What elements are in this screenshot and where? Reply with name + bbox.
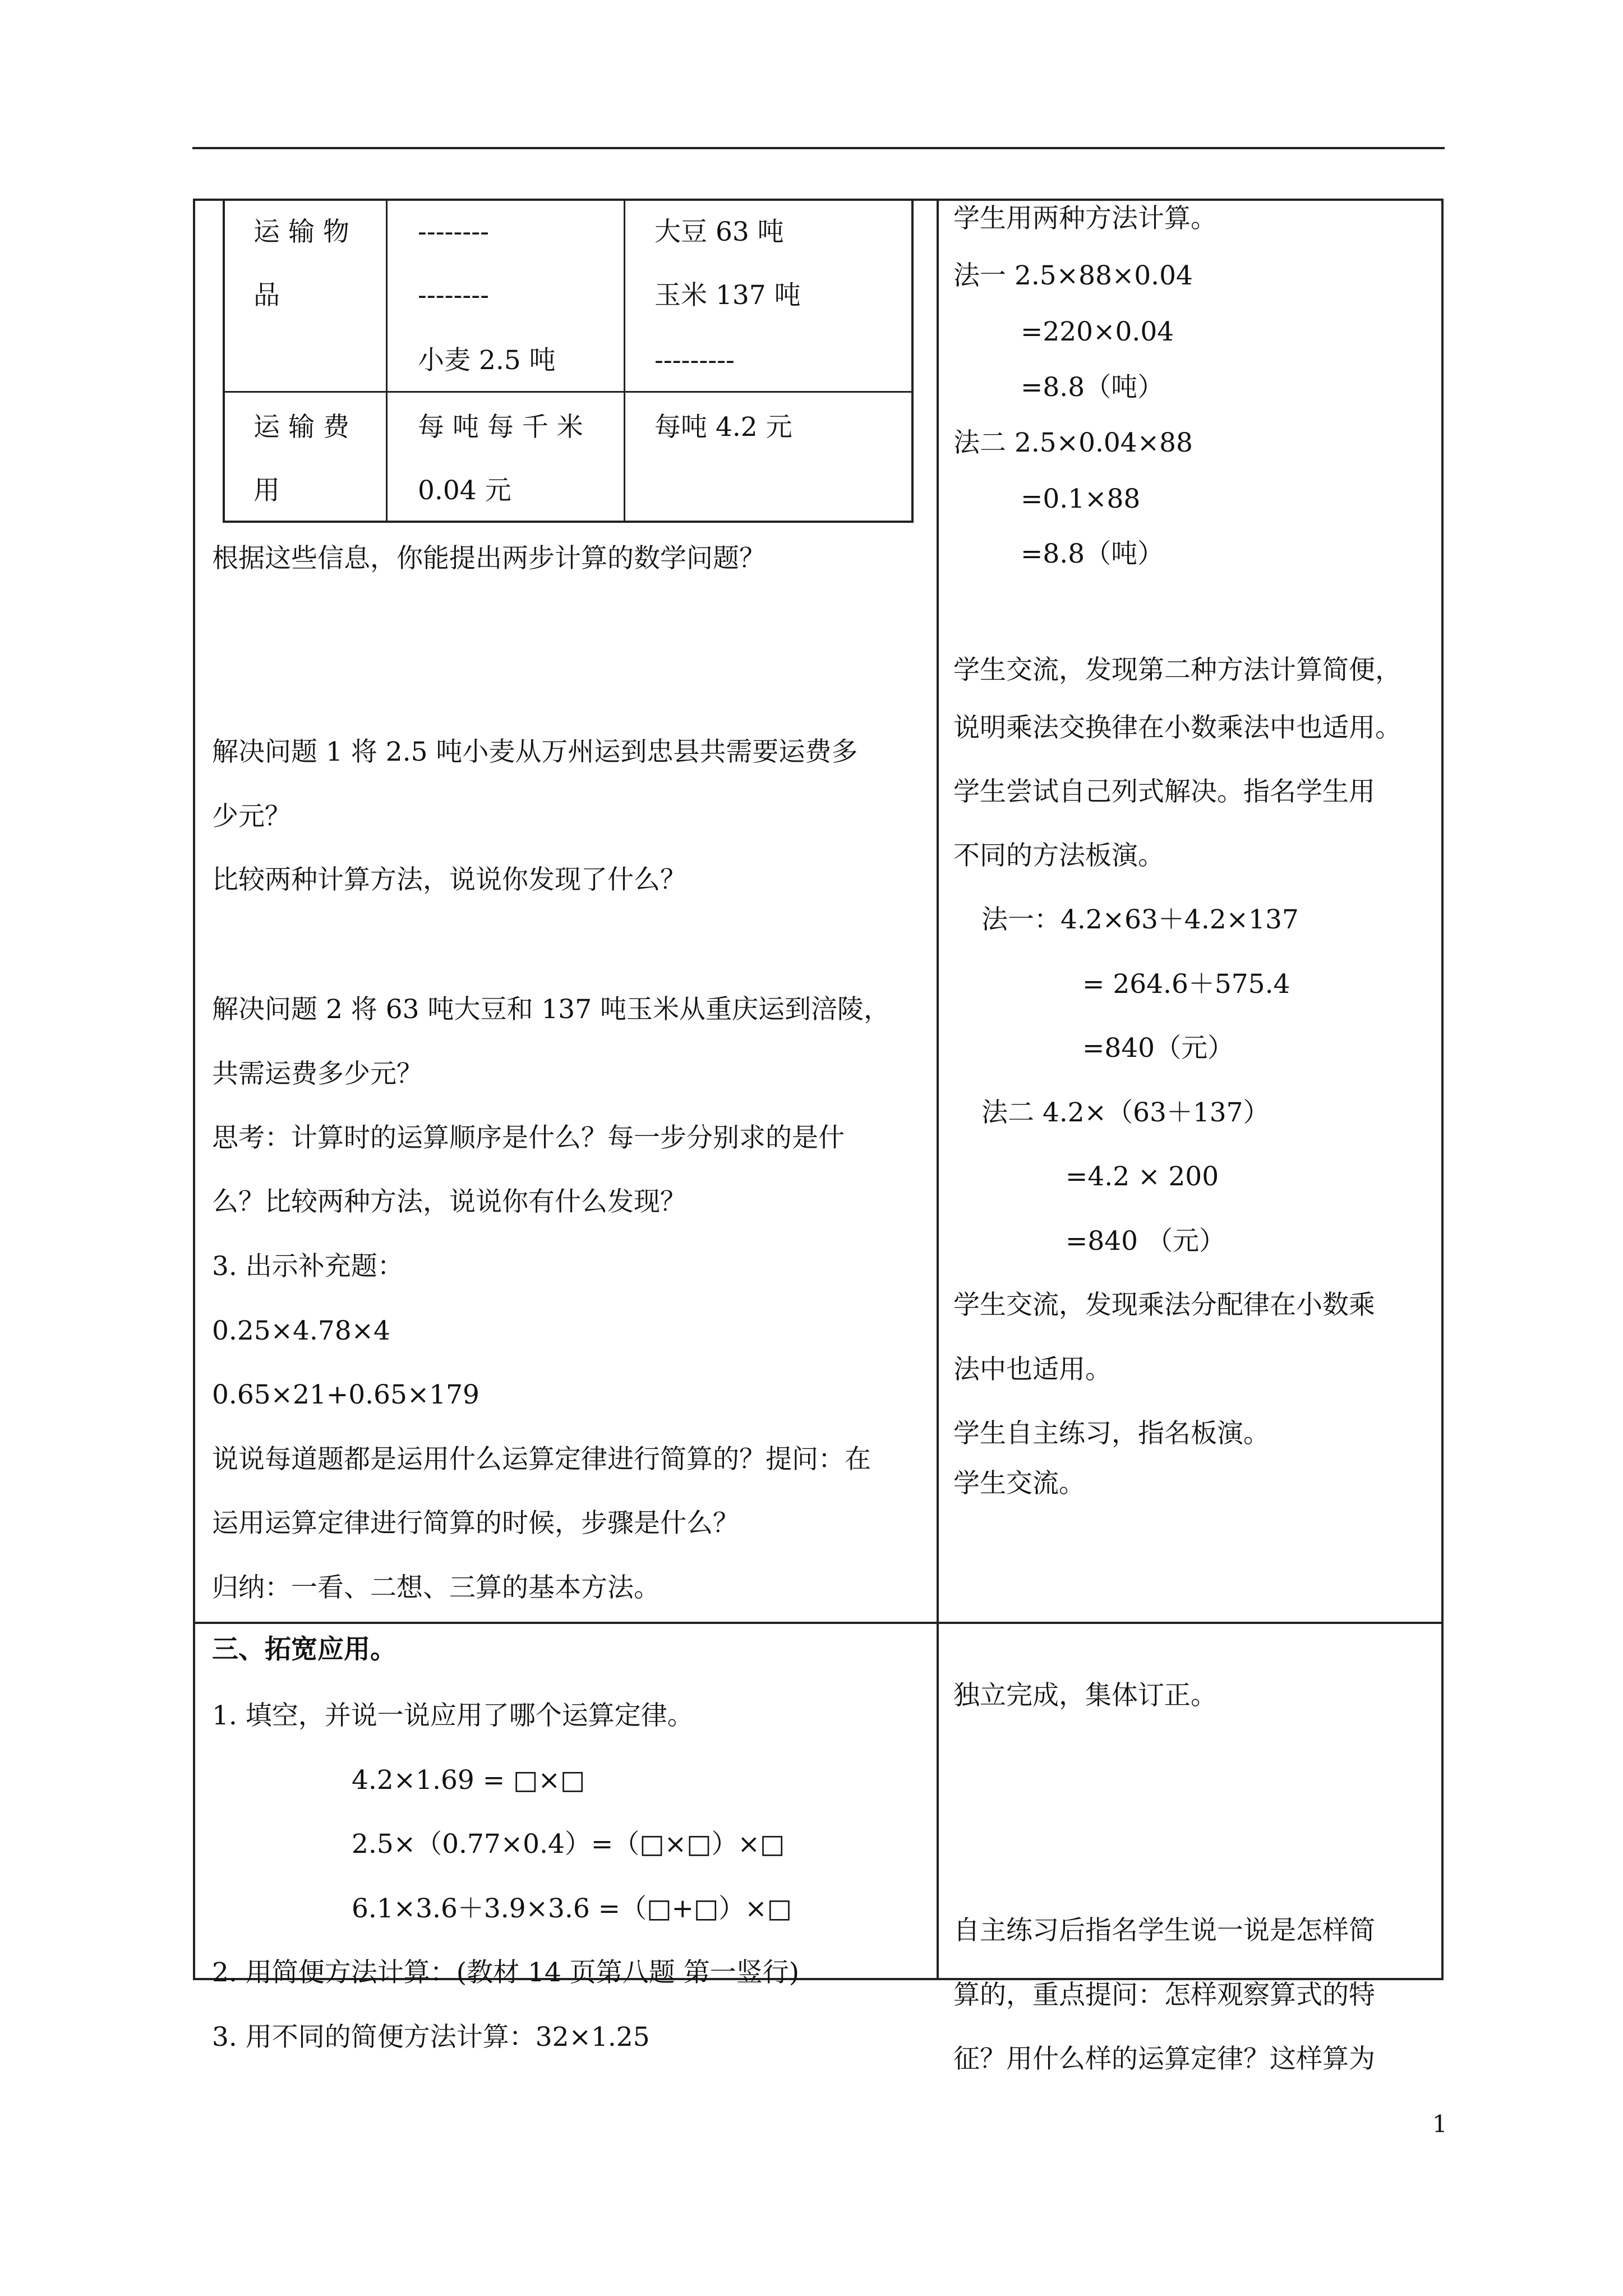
cell-goods-col2: 小麦 2.5 吨: [418, 345, 556, 376]
paragraph: 少元？: [212, 801, 291, 832]
cell-cost-col2: 0.04 元: [418, 475, 511, 506]
paragraph: 归纳：一看、二想、三算的基本方法。: [212, 1572, 660, 1603]
transport-table-row-line: [223, 391, 914, 393]
formula: =840（元）: [1082, 1033, 1234, 1064]
row-divider: [193, 1622, 1444, 1624]
paragraph: 说明乘法交换律在小数乘法中也适用。: [953, 712, 1401, 743]
column-divider: [937, 199, 939, 1980]
cell-goods-col2: --------: [418, 280, 490, 311]
formula: =220×0.04: [1021, 316, 1174, 347]
cell-goods-col3: 大豆 63 吨: [654, 217, 784, 247]
paragraph: 解决问题 2 将 63 吨大豆和 137 吨玉米从重庆运到涪陵，: [212, 994, 891, 1025]
paragraph: 学生交流，发现乘法分配律在小数乘: [953, 1290, 1375, 1320]
formula: =8.8（吨）: [1021, 372, 1164, 403]
formula: 法二 4.2×（63＋137）: [981, 1097, 1270, 1128]
cell-goods-col2: --------: [418, 217, 490, 247]
paragraph: 比较两种计算方法，说说你发现了什么？: [212, 864, 686, 895]
formula: 法二 2.5×0.04×88: [953, 427, 1193, 458]
cell-label-goods: 运 输 物: [253, 217, 349, 247]
paragraph: 运用运算定律进行简算的时候，步骤是什么？: [212, 1508, 739, 1539]
paragraph: 学生交流。: [953, 1468, 1085, 1499]
formula: 4.2×1.69 = □×□: [352, 1765, 585, 1796]
paragraph: 3. 用不同的简便方法计算：32×1.25: [212, 2022, 650, 2053]
paragraph: 学生交流，发现第二种方法计算简便，: [953, 655, 1401, 685]
paragraph: 解决问题 1 将 2.5 吨小麦从万州运到忠县共需要运费多: [212, 737, 858, 767]
transport-table-col-line: [386, 199, 388, 523]
cell-label-cost: 运 输 费: [253, 412, 349, 443]
cell-cost-col2: 每 吨 每 千 米: [418, 412, 583, 443]
paragraph: 独立完成，集体订正。: [953, 1680, 1217, 1711]
header-rule: [192, 147, 1445, 149]
paragraph: 学生用两种方法计算。: [953, 203, 1217, 234]
paragraph: 3. 出示补充题：: [212, 1251, 404, 1282]
formula: 法一：4.2×63＋4.2×137: [981, 904, 1299, 935]
paragraph: 自主练习后指名学生说一说是怎样简: [953, 1915, 1375, 1946]
page-number: 1: [1432, 2110, 1447, 2138]
formula: =0.1×88: [1021, 484, 1141, 514]
paragraph: 学生自主练习，指名板演。: [953, 1418, 1270, 1449]
paragraph: 2. 用简便方法计算：(教材 14 页第八题 第一竖行): [212, 1957, 800, 1988]
paragraph: 不同的方法板演。: [953, 840, 1164, 871]
paragraph: 1. 填空，并说一说应用了哪个运算定律。: [212, 1700, 694, 1731]
formula: =8.8（吨）: [1021, 539, 1164, 569]
formula: 0.65×21+0.65×179: [212, 1379, 479, 1410]
cell-cost-col3: 每吨 4.2 元: [654, 412, 792, 443]
paragraph: 根据这些信息，你能提出两步计算的数学问题？: [212, 543, 766, 574]
formula: =4.2 × 200: [1066, 1161, 1219, 1192]
formula: 0.25×4.78×4: [212, 1315, 390, 1346]
paragraph: 征？用什么样的运算定律？这样算为: [953, 2044, 1375, 2074]
formula: 6.1×3.6＋3.9×3.6 =（□+□）×□: [352, 1893, 792, 1924]
section-heading: 三、拓宽应用。: [212, 1634, 396, 1665]
formula: 法一 2.5×88×0.04: [953, 260, 1193, 291]
formula: 2.5×（0.77×0.4）=（□×□）×□: [352, 1829, 785, 1860]
cell-goods-col3: ---------: [654, 345, 735, 376]
cell-label-cost: 用: [253, 475, 280, 506]
paragraph: 思考：计算时的运算顺序是什么？每一步分别求的是什: [212, 1122, 845, 1153]
formula: = 264.6＋575.4: [1082, 969, 1290, 1000]
formula: =840 （元）: [1066, 1226, 1226, 1257]
paragraph: 共需运费多少元？: [212, 1059, 423, 1089]
paragraph: 法中也适用。: [953, 1354, 1112, 1385]
paragraph: 说说每道题都是运用什么运算定律进行简算的？提问：在: [212, 1444, 871, 1475]
cell-goods-col3: 玉米 137 吨: [654, 280, 801, 311]
transport-table-col-line: [624, 199, 625, 523]
paragraph: 学生尝试自己列式解决。指名学生用: [953, 776, 1375, 807]
cell-label-goods: 品: [253, 280, 280, 311]
paragraph: 算的，重点提问：怎样观察算式的特: [953, 1980, 1375, 2010]
paragraph: 么？比较两种方法，说说你有什么发现？: [212, 1186, 686, 1217]
